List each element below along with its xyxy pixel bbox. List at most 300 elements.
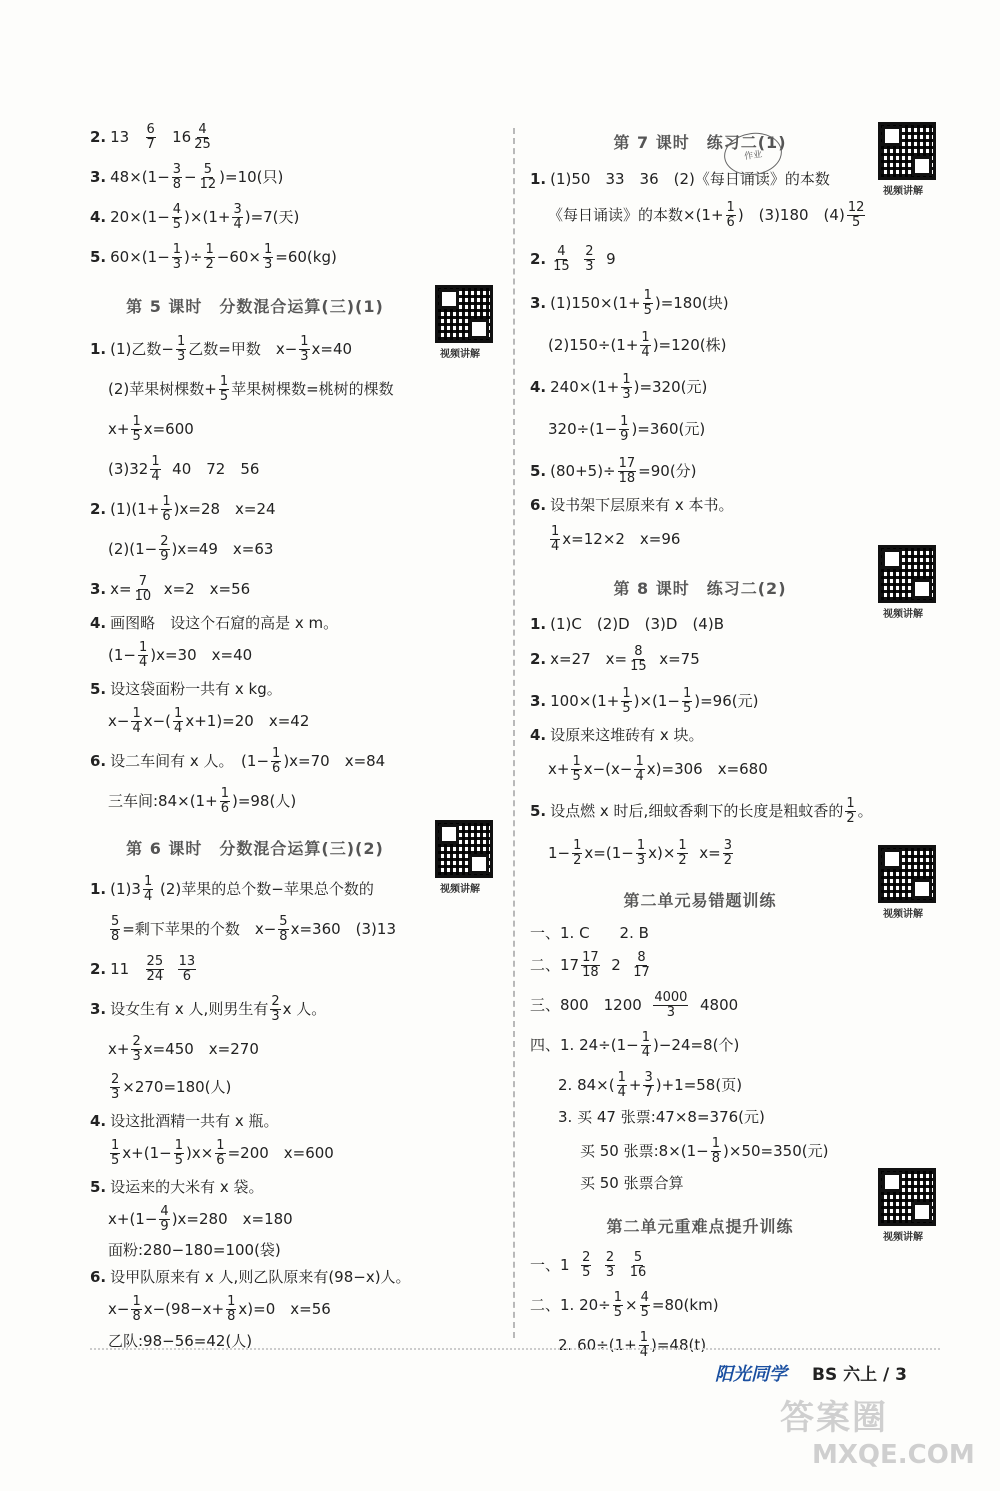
fraction [632,951,651,980]
denominator: 4 [151,468,160,484]
answer-text: x=450 x=270 [143,1040,259,1058]
answer-text: 设书架下层原来有 x 本书。 [550,496,734,514]
numerator: 1 [711,1135,721,1151]
fraction [161,495,171,524]
denominator: 2 [723,852,732,868]
answer-text: )=98(人) [231,792,297,810]
numerator: 1 [551,523,560,539]
denominator: 4 [635,768,644,784]
numerator: 17 [582,949,599,965]
denominator: 15 [553,258,570,274]
denominator: 2 [205,256,214,272]
lesson-heading: 第 8 课时 练习二(2) [613,578,787,598]
answer-text: 48×(1− [110,168,170,186]
answer-text: 设这袋面粉一共有 x kg。 [110,680,282,698]
answer-text: x=(1− [584,844,634,862]
question-number: 5. [90,1178,107,1196]
answer-line [90,610,500,636]
answer-text: 2 [611,956,621,974]
answer-text: x+1)=20 x=42 [185,712,310,730]
answer-text: (1)50 33 36 (2)《每日诵读》的本数 [550,170,830,188]
answer-text: × [625,1296,638,1314]
answer-text: x= [110,580,132,598]
question-number: 2. [530,250,547,268]
column-divider [513,128,515,1338]
numerator: 1 [176,333,186,349]
fraction [641,1031,651,1060]
question-number: 6. [530,496,547,514]
answer-text: + [628,1076,642,1094]
question-number: 4. [90,208,107,226]
denominator: 3 [271,1008,280,1024]
fraction [131,415,141,444]
numerator: 1 [641,1029,650,1045]
answer-text: =60(kg) [275,248,337,266]
question-number: 2. [90,500,107,518]
answer-line [530,642,950,676]
fraction [640,1291,650,1320]
answer-line [90,1264,500,1290]
answer-text: 4800 [700,996,739,1014]
denominator: 6 [216,1152,225,1168]
answer-line [90,1292,500,1326]
numerator: 5 [203,161,213,177]
answer-line [530,1134,950,1168]
denominator: 16 [629,1264,647,1280]
numerator: 1 [300,333,309,349]
answer-text: 乙数=甲数 x− [188,340,298,358]
denominator: 6 [162,508,171,524]
fraction [232,203,242,232]
qr-code[interactable] [878,122,936,180]
denominator: 2 [678,852,687,868]
question-number: 1. [530,170,547,188]
fraction [150,455,160,484]
denominator: 5 [622,700,631,716]
fraction [845,797,855,826]
answer-text: 设这批酒精一共有 x 瓶。 [110,1112,279,1130]
fraction [581,1251,591,1280]
answer-text: x+(1− [122,1144,172,1162]
unit-heading: 第二单元易错题训练 [623,890,777,910]
answer-line [530,1028,950,1062]
numerator: 4 [557,243,566,259]
fraction [143,875,153,904]
fraction [617,1071,627,1100]
numerator: 1 [617,1069,626,1085]
answer-text: x)× [648,844,676,862]
question-number: 2. [90,960,107,978]
fraction [572,839,582,868]
fraction [226,1295,236,1324]
fraction [571,755,581,784]
answer-text: 四、1. 24÷(1− [530,1036,639,1054]
fraction [219,375,229,404]
answer-line [90,240,500,274]
denominator: 5 [582,1264,591,1280]
denominator: 6 [182,968,192,984]
qr-label: 视频讲解 [883,1232,923,1243]
fraction [605,1251,615,1280]
denominator: 4 [641,1044,650,1060]
answer-text: )×(1+ [184,208,231,226]
answer-text: x=600 [143,420,194,438]
fraction [172,243,182,272]
answer-text: )=320(元) [633,378,708,396]
denominator: 8 [711,1150,721,1166]
fraction [131,707,141,736]
denominator: 5 [111,1152,120,1168]
numerator: 1 [111,1137,120,1153]
numerator: 1 [132,413,141,429]
denominator: 6 [726,214,735,230]
question-number: 4. [90,1112,107,1130]
denominator: 4 [138,654,148,670]
denominator: 3 [111,1086,120,1102]
answer-line [90,1202,500,1236]
qr-code[interactable] [435,820,493,878]
numerator: 4 [640,1289,649,1305]
question-number: 2. [530,650,547,668]
numerator: 1 [132,705,141,721]
answer-text: x=2 x=56 [163,580,251,598]
answer-text: )x=30 x=40 [150,646,253,664]
answer-text: )x=280 x=180 [171,1210,293,1228]
answer-line [90,1070,500,1104]
denominator: 3 [132,1048,141,1064]
denominator: 3 [176,348,186,364]
denominator: 9 [160,1218,169,1234]
homework-stamp: 作业 [721,129,784,179]
answer-line [90,492,500,526]
answer-text: 设原来这堆砖有 x 块。 [550,726,704,744]
numerator: 17 [618,455,636,471]
denominator: 9 [620,428,629,444]
fraction [621,687,631,716]
answer-line [530,286,950,320]
answer-line [530,684,950,718]
answer-text: 设甲队原来有 x 人,则乙队原来有(98−x)人。 [110,1268,411,1286]
answer-text: 设点燃 x 时后,细蚊香剩下的长度是粗蚊香的 [550,802,844,820]
answer-line [90,1032,500,1066]
answer-text: (2)150÷(1+ [548,336,639,354]
qr-code[interactable] [878,545,936,603]
numerator: 1 [263,241,273,257]
fraction [159,1205,169,1234]
numerator: 2 [111,1071,120,1087]
fraction [636,839,646,868]
answer-line [90,200,500,234]
answer-line [530,1104,950,1130]
question-number: 2. [90,128,107,146]
fraction [634,755,644,784]
answer-text: x+(1− [108,1210,158,1228]
answer-text: )=180(块) [654,294,729,312]
numerator: 1 [639,1329,648,1345]
footer-rule [90,1348,940,1350]
denominator: 5 [643,302,652,318]
fraction [682,687,692,716]
answer-line [530,752,950,786]
watermark-logo: 答案圈 [780,1398,888,1438]
numerator: 1 [219,373,229,389]
answer-line [90,452,500,486]
answer-text: 9 [606,250,616,268]
denominator: 5 [132,428,141,444]
denominator: 2 [573,852,582,868]
fraction [677,839,687,868]
numerator: 1 [138,639,148,655]
question-number: 3. [530,294,547,312]
fraction [629,1251,648,1280]
question-number: 5. [90,680,107,698]
fraction [619,415,629,444]
answer-line [530,948,950,982]
answer-text: x)=0 x=56 [238,1300,331,1318]
answer-line [90,704,500,738]
answer-text: 二、1. 20÷ [530,1296,611,1314]
answer-text: 设二车间有 x 人。 (1− [110,752,270,770]
answer-text: =剩下苹果的个数 x− [122,920,277,938]
fraction [174,1139,184,1168]
answer-text: 13 [110,128,130,146]
lesson-heading: 第 6 课时 分数混合运算(三)(2) [126,838,384,858]
question-number: 5. [530,462,547,480]
question-number: 5. [530,802,547,820]
denominator: 4 [641,344,650,360]
denominator: 3 [636,852,646,868]
denominator: 3 [605,1264,615,1280]
fraction [299,335,309,364]
answer-text: 240×(1+ [550,378,620,396]
denominator: 3 [666,1004,676,1020]
numerator: 1 [132,1293,141,1309]
numerator: 2 [582,1249,591,1265]
fraction [270,995,280,1024]
denominator: 3 [300,348,309,364]
numerator: 1 [613,1289,623,1305]
denominator: 8 [132,1308,141,1324]
denominator: 7 [644,1084,653,1100]
numerator: 4000 [654,989,688,1005]
question-number: 4. [90,614,107,632]
fraction [199,163,218,192]
answer-text: (1− [108,646,136,664]
answer-line [530,328,950,362]
question-number: 6. [90,752,107,770]
answer-text: x+ [108,420,130,438]
answer-text: x=40 [311,340,353,358]
answer-text: x)=306 x=680 [646,760,768,778]
answer-line [90,372,500,406]
fraction [584,245,594,274]
answer-line [90,744,500,778]
answer-line [530,412,950,446]
answer-text: 40 72 56 [172,460,260,478]
fraction [723,839,733,868]
answer-line [530,1288,950,1322]
answer-text: )=96(元) [694,692,759,710]
answer-text: x=27 x= [550,650,628,668]
numerator: 25 [146,953,164,969]
question-number: 3. [90,168,107,186]
fraction [847,201,866,230]
answer-text: x−(x− [583,760,633,778]
numerator: 7 [138,573,147,589]
answer-text: (1)150×(1+ [550,294,641,312]
qr-label: 视频讲解 [883,186,923,197]
denominator: 5 [851,214,861,230]
numerator: 1 [174,705,183,721]
fraction [552,245,571,274]
question-number: 5. [90,248,107,266]
fraction [131,1295,141,1324]
brand-logo: 阳光同学 [715,1364,787,1385]
answer-text: ) (3)180 (4) [737,206,845,224]
answer-text: x+ [108,1040,130,1058]
watermark-url: MXQE.COM [812,1440,975,1470]
answer-text: )=360(元) [631,420,706,438]
numerator: 2 [160,533,169,549]
answer-text: )x=49 x=63 [171,540,274,558]
fraction [159,535,169,564]
numerator: 1 [172,241,182,257]
numerator: 1 [622,685,631,701]
answer-text: 16 [172,128,192,146]
answer-line [90,952,500,986]
denominator: 25 [194,136,211,152]
numerator: 13 [178,953,196,969]
answer-text: 320÷(1− [548,420,618,438]
numerator: 12 [847,199,865,215]
fraction [178,955,197,984]
fraction [640,331,650,360]
fraction [173,707,183,736]
answer-text: x 人。 [282,1000,327,1018]
numerator: 1 [573,837,582,853]
numerator: 3 [233,201,242,217]
answer-text: − [184,168,197,186]
fraction [653,991,688,1020]
denominator: 17 [633,964,650,980]
answer-text: 2. 60÷(1+ [558,1336,637,1354]
denominator: 8 [227,1308,236,1324]
answer-line [90,912,500,946]
denominator: 10 [134,588,152,604]
fraction [172,203,182,232]
answer-text: =80(km) [651,1296,719,1314]
answer-text: )×(1− [633,692,680,710]
denominator: 4 [233,216,242,232]
numerator: 5 [633,1249,643,1265]
answer-text: 20×(1− [110,208,170,226]
answer-line [90,1238,500,1262]
fraction [618,457,637,486]
answer-line [90,784,500,818]
fraction [220,787,230,816]
numerator: 4 [172,201,182,217]
question-number: 1. [90,880,107,898]
numerator: 8 [637,949,646,965]
fraction [193,123,212,152]
numerator: 1 [205,241,214,257]
answer-line [90,676,500,702]
answer-text: )=10(只) [219,168,284,186]
denominator: 3 [585,258,594,274]
numerator: 1 [641,329,650,345]
answer-text: x+ [548,760,570,778]
fraction [581,951,600,980]
answer-text: (2)苹果的总个数−苹果总个数的 [160,880,374,898]
qr-code[interactable] [878,845,936,903]
page-label: BS 六上 / 3 [812,1365,907,1385]
numerator: 4 [160,1203,169,1219]
denominator: 8 [172,176,182,192]
answer-text: 买 50 张票:8×(1− [580,1142,709,1160]
answer-text: 1− [548,844,571,862]
qr-code[interactable] [435,285,493,343]
answer-text: 3. 买 47 张票:47×8=376(元) [558,1108,765,1126]
answer-text: 《每日诵读》的本数×(1+ [548,206,724,224]
answer-line [90,1174,500,1200]
answer-text: 买 50 张票合算 [580,1174,684,1192]
denominator: 15 [630,658,647,674]
numerator: 1 [846,795,855,811]
fraction [204,243,214,272]
answer-text: 设运来的大米有 x 袋。 [110,1178,264,1196]
denominator: 4 [639,1344,648,1360]
denominator: 5 [572,768,581,784]
answer-text: 。 [857,802,873,820]
answer-text: 乙队:98−56=42(人) [108,1332,253,1350]
numerator: 3 [723,837,732,853]
numerator: 1 [620,413,629,429]
answer-line [530,920,950,946]
numerator: 1 [643,287,652,303]
answer-text: (1)3 [110,880,141,898]
fraction [110,915,120,944]
denominator: 4 [617,1084,626,1100]
answer-text: )×50=350(元) [723,1142,829,1160]
fraction [271,747,281,776]
numerator: 1 [726,199,735,215]
fraction [146,955,165,984]
answer-text: ×270=180(人) [122,1078,232,1096]
numerator: 3 [644,1069,653,1085]
answer-text: 画图略 设这个石窟的高是 x m。 [110,614,339,632]
answer-line [530,198,950,232]
numerator: 5 [279,913,288,929]
fraction [176,335,186,364]
question-number: 3. [530,692,547,710]
denominator: 4 [174,720,183,736]
answer-text: =200 x=600 [227,1144,334,1162]
fraction [263,243,273,272]
question-number: 4. [530,378,547,396]
answer-line [90,638,500,672]
fraction [138,641,148,670]
answer-line [530,370,950,404]
qr-code[interactable] [878,1168,936,1226]
answer-text: =90(分) [638,462,697,480]
answer-text: (2)(1− [108,540,158,558]
answer-line [530,722,950,748]
answer-line [90,1136,500,1170]
numerator: 1 [622,371,631,387]
answer-line [90,160,500,194]
numerator: 1 [220,785,229,801]
answer-line [90,120,500,154]
